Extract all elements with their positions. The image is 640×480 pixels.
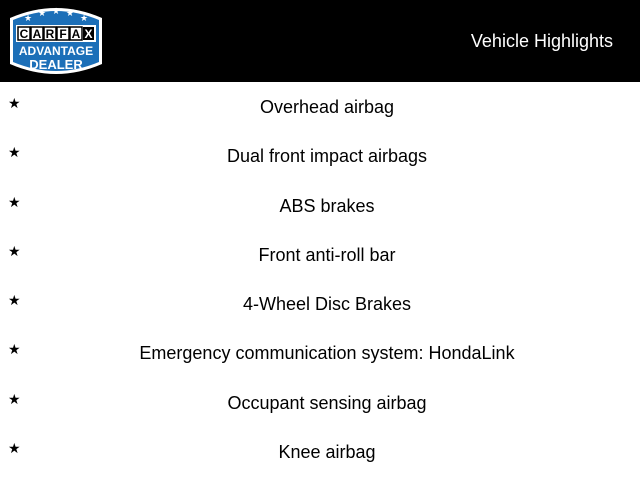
svg-text:R: R: [45, 27, 55, 41]
highlights-list: [0, 82, 640, 480]
list-item: [0, 279, 640, 328]
header-bar: [0, 0, 640, 82]
star-icon: ★: [8, 144, 21, 161]
list-item: [0, 328, 640, 377]
svg-text:★: ★: [79, 14, 89, 24]
svg-text:★: ★: [51, 7, 61, 17]
svg-text:A: A: [71, 27, 81, 41]
list-item: [0, 82, 640, 131]
highlight-label: Dual front impact airbags: [226, 146, 428, 167]
page-title: Vehicle Highlights: [470, 31, 613, 51]
carfax-logo: [4, 4, 108, 80]
highlight-label: Overhead airbag: [259, 97, 395, 117]
logo-line-dealer: DEALER: [29, 57, 83, 72]
star-icon: ★: [8, 292, 21, 309]
highlight-label: Occupant sensing airbag: [227, 392, 427, 413]
highlight-label: 4-Wheel Disc Brakes: [242, 294, 412, 315]
svg-text:F: F: [59, 27, 67, 41]
star-icon: ★: [8, 193, 21, 210]
svg-text:★: ★: [23, 14, 33, 24]
logo-line-advantage: ADVANTAGE: [18, 44, 94, 58]
list-item: [0, 378, 640, 427]
star-icon: ★: [8, 341, 21, 358]
list-item: [0, 181, 640, 230]
list-item: [0, 230, 640, 279]
svg-text:A: A: [32, 27, 42, 41]
logo-letter: C: [19, 27, 29, 41]
highlight-label: Knee airbag: [278, 442, 376, 463]
list-item: [0, 131, 640, 180]
star-icon: ★: [8, 440, 21, 457]
svg-text:★: ★: [37, 9, 47, 19]
list-item: [0, 427, 640, 476]
star-icon: ★: [8, 390, 21, 407]
star-icon: ★: [8, 242, 21, 259]
highlight-label: Front anti-roll bar: [258, 244, 396, 265]
star-icon: ★: [8, 95, 21, 111]
svg-text:X: X: [84, 27, 93, 41]
svg-text:★: ★: [65, 9, 75, 19]
highlight-label: ABS brakes: [279, 195, 375, 216]
highlight-label: Emergency communication system: HondaLink: [139, 343, 515, 364]
